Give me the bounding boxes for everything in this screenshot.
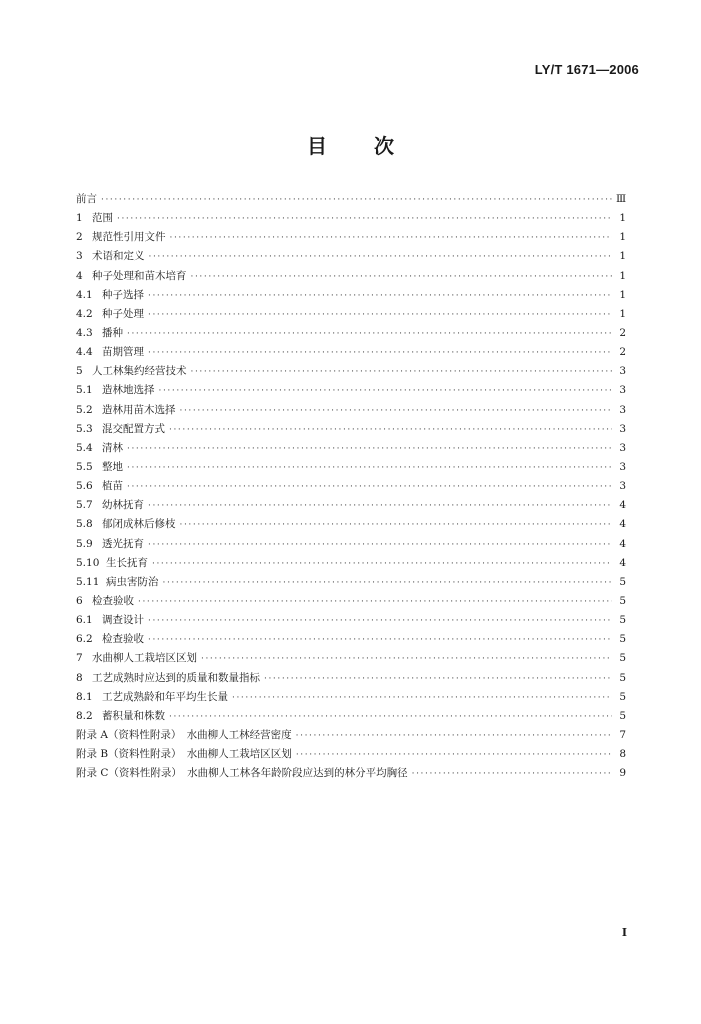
dot-leader [148,287,612,306]
toc-entry-page: 1 [619,288,626,301]
toc-entry-page: 5 [619,575,626,588]
dot-leader [169,708,612,727]
toc-entry-number: 5.3 [76,422,93,435]
dot-leader [264,670,612,689]
standard-code: LY/T 1671—2006 [534,62,639,77]
toc-entry[interactable] [76,401,626,420]
toc-entry-number: 5.7 [76,499,93,512]
dot-leader [101,191,612,210]
table-of-contents [76,190,626,783]
toc-entry-number: 4.2 [76,307,93,320]
toc-entry-page: 9 [619,767,626,780]
toc-entry-page: 5 [619,671,626,684]
toc-entry-page: 3 [619,384,626,397]
dot-leader [127,325,612,344]
toc-entry-page: 4 [619,499,626,512]
toc-entry[interactable] [76,228,626,247]
toc-entry[interactable] [76,477,626,496]
dot-leader [152,555,612,574]
toc-entry[interactable] [76,267,626,286]
toc-entry-label: 混交配置方式 [102,422,165,435]
toc-entry-label: 病虫害防治 [106,575,159,588]
toc-entry-number: 2 [76,231,83,244]
toc-entry-number: 6.2 [76,633,93,646]
dot-leader [127,459,612,478]
toc-entry[interactable] [76,209,626,228]
toc-entry-page: 4 [619,556,626,569]
toc-entry-page: 1 [619,307,626,320]
toc-entry-label: 检查验收 [102,633,144,646]
toc-entry-number: 4.3 [76,326,93,339]
toc-entry-page: 5 [619,614,626,627]
toc-entry-label: 幼林抚育 [102,499,144,512]
toc-entry-number: 6.1 [76,614,93,627]
toc-entry-number: 5.9 [76,537,93,550]
dot-leader [148,497,612,516]
dot-leader [296,746,612,765]
toc-entry-page: 5 [619,633,626,646]
toc-entry-label: 检查验收 [92,594,134,607]
toc-entry-number: 1 [76,212,83,225]
toc-entry-page: Ⅲ [616,193,627,205]
toc-entry[interactable] [76,554,626,573]
toc-entry-number: 5.4 [76,441,93,454]
toc-entry-page: 3 [619,460,626,473]
toc-entry[interactable] [76,649,626,668]
toc-entry[interactable] [76,573,626,592]
toc-entry[interactable] [76,247,626,266]
dot-leader [201,650,612,669]
dot-leader [148,306,612,325]
dot-leader [191,268,613,287]
toc-entry-number: 5.10 [76,556,100,569]
toc-entry-label: 透光抚育 [102,537,144,550]
toc-entry-page: 5 [619,652,626,665]
toc-entry[interactable] [76,305,626,324]
toc-entry-label: 规范性引用文件 [92,231,166,244]
toc-entry-label: 生长抚育 [106,556,148,569]
toc-entry-label: 造林地选择 [102,384,155,397]
dot-leader [138,593,612,612]
toc-entry-label: 前言 [76,193,97,205]
toc-entry-number: 5.11 [76,575,100,588]
toc-entry[interactable] [76,343,626,362]
title-char-1: 目 [307,134,328,158]
toc-entry[interactable] [76,381,626,400]
toc-entry-page: 5 [619,594,626,607]
toc-entry[interactable] [76,458,626,477]
toc-entry-number: 5.2 [76,403,93,416]
toc-entry-label: 种子选择 [102,288,144,301]
toc-entry-page: 1 [619,212,626,225]
toc-entry-page: 1 [619,231,626,244]
toc-entry-label: 术语和定义 [92,250,145,263]
page-title [0,130,701,159]
toc-entry-number: 5.5 [76,460,93,473]
dot-leader [159,382,613,401]
dot-leader [163,574,613,593]
toc-entry[interactable] [76,496,626,515]
toc-entry-page: 2 [619,326,626,339]
toc-entry[interactable] [76,190,626,209]
toc-entry-label: 植苗 [102,480,123,493]
toc-entry[interactable] [76,764,626,783]
dot-leader [127,440,612,459]
toc-entry-label: 种子处理 [102,307,144,320]
toc-entry-number: 7 [76,652,83,665]
toc-entry-page: 7 [619,728,626,741]
toc-entry[interactable] [76,535,626,554]
toc-entry-number: 3 [76,250,83,263]
toc-entry-number: 8.1 [76,690,93,703]
toc-entry-number: 8.2 [76,709,93,722]
dot-leader [148,631,612,650]
toc-entry-label: 附录 B（资料性附录） 水曲柳人工栽培区区划 [76,748,292,761]
toc-entry-number: 4.1 [76,288,93,301]
toc-entry[interactable] [76,439,626,458]
toc-entry-page: 3 [619,480,626,493]
dot-leader [180,402,613,421]
toc-entry-label: 附录 C（资料性附录） 水曲柳人工林各年龄阶段应达到的林分平均胸径 [76,767,408,780]
toc-entry-page: 5 [619,709,626,722]
dot-leader [148,612,612,631]
toc-entry[interactable] [76,669,626,688]
toc-entry-number: 6 [76,594,83,607]
toc-entry-label: 郁闭成林后修枝 [102,518,176,531]
toc-entry[interactable] [76,515,626,534]
toc-entry-label: 整地 [102,460,123,473]
toc-entry-page: 5 [619,690,626,703]
toc-entry[interactable] [76,592,626,611]
toc-entry-page: 3 [619,365,626,378]
toc-entry[interactable] [76,362,626,381]
toc-entry-label: 蓄积量和株数 [102,709,165,722]
toc-entry-label: 播种 [102,326,123,339]
toc-entry-label: 附录 A（资料性附录） 水曲柳人工林经营密度 [76,728,292,741]
toc-entry-page: 8 [619,748,626,761]
toc-entry-label: 种子处理和苗木培育 [92,269,187,282]
dot-leader [296,727,612,746]
toc-entry-page: 4 [619,537,626,550]
toc-entry-label: 工艺成熟时应达到的质量和数量指标 [92,671,260,684]
toc-entry-number: 4.4 [76,346,93,359]
toc-entry-page: 3 [619,403,626,416]
toc-entry[interactable] [76,707,626,726]
dot-leader [170,229,613,248]
dot-leader [180,516,613,535]
toc-entry-label: 清林 [102,441,123,454]
toc-entry-label: 水曲柳人工栽培区区划 [92,652,197,665]
toc-entry[interactable] [76,630,626,649]
toc-entry-number: 5 [76,365,83,378]
toc-entry-label: 造林用苗木选择 [102,403,176,416]
title-char-2: 次 [373,134,394,158]
toc-entry-page: 3 [619,422,626,435]
dot-leader [117,210,612,229]
toc-entry-label: 工艺成熟龄和年平均生长量 [102,690,228,703]
toc-entry-page: 3 [619,441,626,454]
toc-entry-label: 调查设计 [102,614,144,627]
toc-entry-label: 苗期管理 [102,346,144,359]
toc-entry-number: 5.6 [76,480,93,493]
toc-entry-number: 5.1 [76,384,93,397]
toc-entry-page: 1 [619,269,626,282]
dot-leader [169,421,612,440]
toc-entry-number: 5.8 [76,518,93,531]
toc-entry-number: 4 [76,269,83,282]
toc-entry-page: 4 [619,518,626,531]
toc-entry-page: 1 [619,250,626,263]
dot-leader [127,478,612,497]
toc-entry[interactable] [76,611,626,630]
toc-entry-label: 人工林集约经营技术 [92,365,187,378]
toc-entry-label: 范围 [92,212,113,225]
toc-entry[interactable] [76,286,626,305]
toc-entry-number: 8 [76,671,83,684]
dot-leader [412,765,612,784]
dot-leader [148,536,612,555]
dot-leader [232,689,612,708]
toc-entry[interactable] [76,745,626,764]
toc-entry[interactable] [76,688,626,707]
dot-leader [191,363,613,382]
page-number: I [621,926,627,939]
dot-leader [149,248,613,267]
dot-leader [148,344,612,363]
toc-entry[interactable] [76,324,626,343]
toc-entry[interactable] [76,420,626,439]
toc-entry-page: 2 [619,346,626,359]
toc-entry[interactable] [76,726,626,745]
